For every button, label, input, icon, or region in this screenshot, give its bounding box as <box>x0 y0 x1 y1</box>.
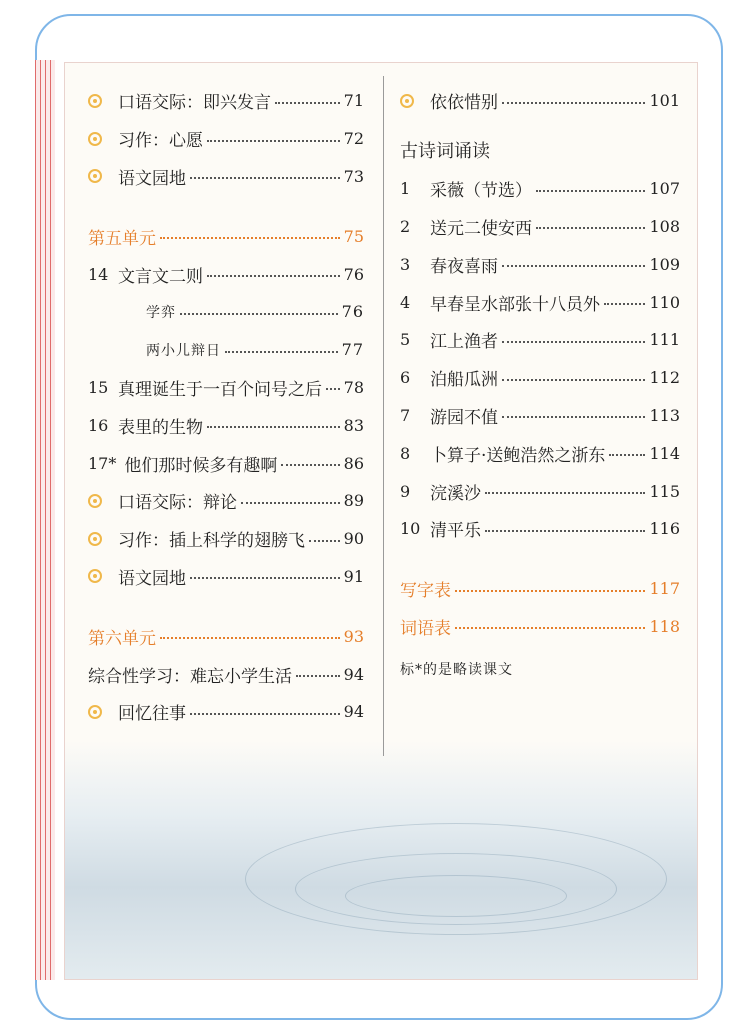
dot-leader <box>309 540 340 542</box>
unit-heading <box>88 217 364 255</box>
dot-leader <box>190 577 340 579</box>
lesson-number: 5 <box>400 330 411 350</box>
toc-entry <box>400 170 680 208</box>
dot-leader <box>241 502 340 504</box>
page-number: 77 <box>341 340 364 360</box>
circle-bullet-icon <box>88 569 102 583</box>
page-number: 101 <box>649 91 680 111</box>
lesson-number: 14 <box>88 264 109 284</box>
entry-title: 回忆往事 <box>118 704 186 725</box>
toc-entry <box>88 444 364 482</box>
entry-title: 游园不值 <box>430 407 498 428</box>
dot-leader <box>485 492 645 494</box>
page-number: 89 <box>343 491 364 511</box>
toc-entry <box>88 482 364 520</box>
section-heading <box>400 130 680 170</box>
dot-leader <box>160 237 340 239</box>
column-divider <box>383 76 384 756</box>
page-number: 115 <box>649 481 680 501</box>
toc-entry <box>88 558 364 596</box>
entry-title: 词语表 <box>400 618 451 639</box>
toc-entry <box>88 693 364 731</box>
dot-leader <box>190 177 340 179</box>
lesson-number: 7 <box>400 405 411 425</box>
page-number: 94 <box>343 702 364 722</box>
entry-title: 依依惜别 <box>430 93 498 114</box>
page-number: 107 <box>649 179 680 199</box>
dot-leader <box>207 426 340 428</box>
page-number: 109 <box>649 254 680 274</box>
dot-leader <box>502 379 645 381</box>
lesson-number: 3 <box>400 254 411 274</box>
circle-bullet-icon <box>400 94 414 108</box>
page-number: 117 <box>649 579 680 599</box>
toc-entry <box>88 369 364 407</box>
entry-title: 第五单元 <box>88 228 156 249</box>
entry-title: 习作：心愿 <box>118 131 203 152</box>
toc-entry <box>88 82 364 120</box>
dot-leader <box>180 313 338 315</box>
page-edges <box>35 60 57 980</box>
dot-leader <box>207 275 340 277</box>
dot-leader <box>536 190 645 192</box>
lesson-number: 1 <box>400 179 411 199</box>
toc-entry <box>400 434 680 472</box>
entry-title: 浣溪沙 <box>430 483 481 504</box>
dot-leader <box>502 265 645 267</box>
lesson-number: 8 <box>400 443 411 463</box>
toc-left-column <box>88 82 364 731</box>
toc-entry <box>400 321 680 359</box>
circle-bullet-icon <box>88 705 102 719</box>
dot-leader <box>502 416 645 418</box>
entry-title: 写字表 <box>400 581 451 602</box>
toc-entry <box>88 406 364 444</box>
page-number: 73 <box>343 166 364 186</box>
lesson-number: 17* <box>88 453 117 473</box>
dot-leader <box>455 590 645 592</box>
page-number: 114 <box>649 443 680 463</box>
toc-right-column <box>400 82 680 679</box>
entry-title: 古诗词诵读 <box>400 140 490 162</box>
dot-leader <box>326 388 340 390</box>
entry-title: 语文园地 <box>118 568 186 589</box>
entry-title: 春夜喜雨 <box>430 256 498 277</box>
toc-entry <box>400 472 680 510</box>
toc-entry <box>400 397 680 435</box>
dot-leader <box>160 637 340 639</box>
entry-title: 两小儿辩日 <box>146 342 221 359</box>
dot-leader <box>609 454 645 456</box>
unit-heading <box>400 570 680 608</box>
toc-entry <box>88 520 364 558</box>
page-number: 116 <box>649 519 680 539</box>
entry-title: 真理诞生于一百个问号之后 <box>118 379 322 400</box>
toc-entry <box>88 158 364 196</box>
entry-title: 清平乐 <box>430 521 481 542</box>
sub-lesson-entry <box>88 293 364 331</box>
dot-leader <box>604 303 645 305</box>
lesson-number: 15 <box>88 377 109 397</box>
page-number: 71 <box>343 91 364 111</box>
toc-entry <box>400 82 680 120</box>
entry-title: 他们那时候多有趣啊 <box>124 455 278 476</box>
dot-leader <box>281 464 339 466</box>
page-number: 108 <box>649 216 680 236</box>
lesson-number: 9 <box>400 481 411 501</box>
circle-bullet-icon <box>88 494 102 508</box>
dot-leader <box>207 140 340 142</box>
circle-bullet-icon <box>88 169 102 183</box>
unit-heading <box>88 617 364 655</box>
dot-leader <box>225 351 338 353</box>
entry-title: 采薇（节选） <box>430 181 532 202</box>
dot-leader <box>502 102 645 104</box>
circle-bullet-icon <box>88 532 102 546</box>
toc-entry <box>88 255 364 293</box>
entry-title: 泊船瓜洲 <box>430 370 498 391</box>
page-number: 86 <box>343 453 364 473</box>
dot-leader <box>485 530 645 532</box>
page-number: 113 <box>649 405 680 425</box>
entry-title: 表里的生物 <box>118 417 203 438</box>
page-number: 90 <box>343 529 364 549</box>
page-number: 112 <box>649 368 680 388</box>
dot-leader <box>455 627 645 629</box>
unit-heading <box>400 608 680 646</box>
lesson-number: 10 <box>400 519 421 539</box>
page-number: 111 <box>649 330 680 350</box>
entry-title: 语文园地 <box>118 168 186 189</box>
toc-entry <box>88 120 364 158</box>
dot-leader <box>275 102 340 104</box>
toc-entry <box>88 655 364 693</box>
entry-title: 学弈 <box>146 304 176 321</box>
entry-title: 早春呈水部张十八员外 <box>430 294 600 315</box>
lesson-number: 6 <box>400 368 411 388</box>
page-number: 78 <box>343 377 364 397</box>
page-number: 93 <box>343 626 364 646</box>
page-number: 75 <box>343 226 364 246</box>
circle-bullet-icon <box>88 94 102 108</box>
toc-entry <box>400 359 680 397</box>
entry-title: 习作：插上科学的翅膀飞 <box>118 531 305 552</box>
page-number: 110 <box>649 292 680 312</box>
page-number: 76 <box>343 264 364 284</box>
page-number: 118 <box>649 616 680 636</box>
sub-lesson-entry <box>88 331 364 369</box>
entry-title: 口语交际：即兴发言 <box>118 93 271 114</box>
toc-entry <box>400 510 680 548</box>
toc-entry <box>400 283 680 321</box>
lesson-number: 4 <box>400 292 411 312</box>
entry-title: 江上渔者 <box>430 332 498 353</box>
page-number: 72 <box>343 129 364 149</box>
entry-title: 综合性学习：难忘小学生活 <box>88 666 292 687</box>
toc-entry <box>400 208 680 246</box>
lesson-number: 2 <box>400 216 411 236</box>
entry-title: 卜算子·送鲍浩然之浙东 <box>430 445 606 466</box>
lesson-number: 16 <box>88 415 109 435</box>
entry-title: 第六单元 <box>88 628 156 649</box>
page-number: 83 <box>343 415 364 435</box>
dot-leader <box>296 675 340 677</box>
entry-title: 口语交际：辩论 <box>118 493 237 514</box>
entry-title: 文言文二则 <box>118 266 203 287</box>
toc-entry <box>400 245 680 283</box>
dot-leader <box>190 713 340 715</box>
dot-leader <box>502 341 645 343</box>
page-number: 91 <box>343 566 364 586</box>
page-number: 94 <box>343 664 364 684</box>
page-number: 76 <box>341 302 364 322</box>
dot-leader <box>536 227 645 229</box>
entry-title: 送元二使安西 <box>430 218 532 239</box>
circle-bullet-icon <box>88 132 102 146</box>
footnote: 标*的是略读课文 <box>400 662 513 679</box>
